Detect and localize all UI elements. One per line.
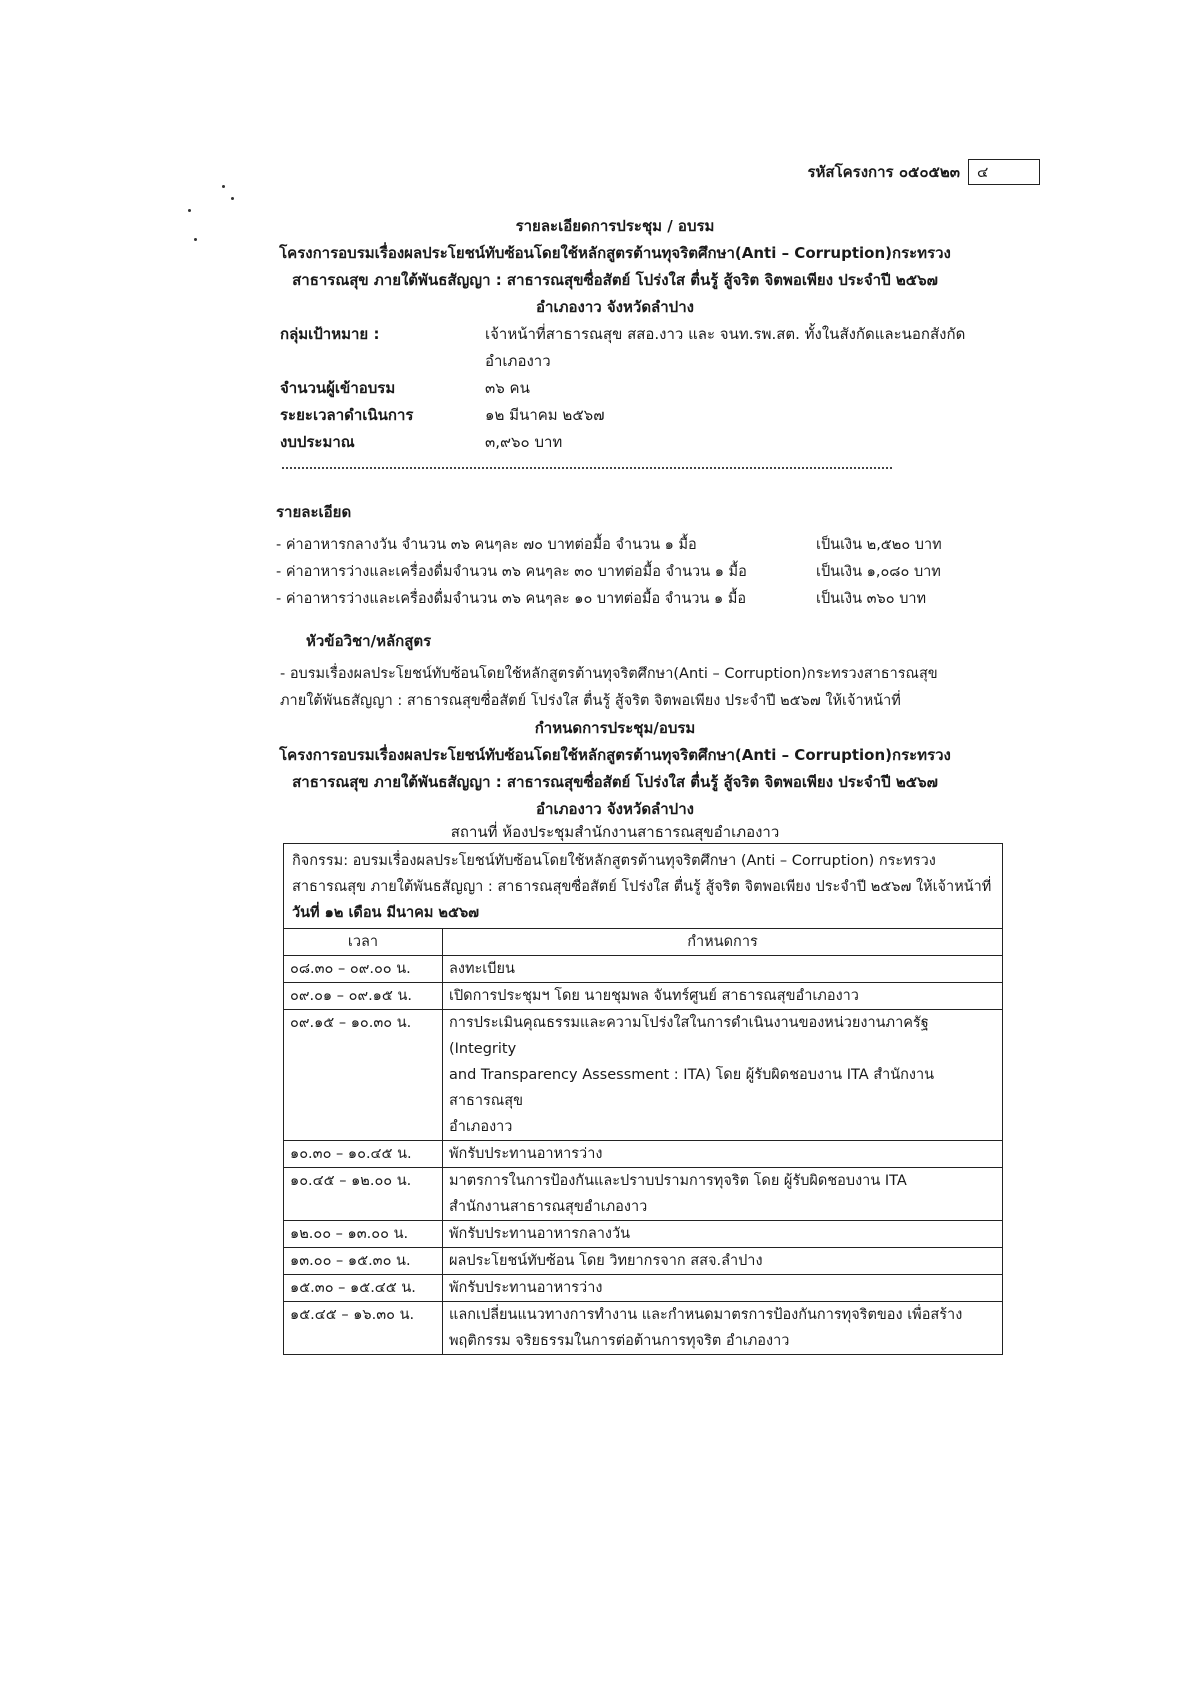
time-column-header: เวลา [284, 929, 443, 956]
agenda-line: แลกเปลี่ยนแนวทางการทำงาน และกำหนดมาตรการป้องกันการทุจริตของ เพื่อสร้าง [449, 1307, 963, 1323]
scan-speck [231, 197, 234, 200]
agenda-line: พักรับประทานอาหารกลางวัน [449, 1226, 631, 1242]
scan-speck [222, 185, 225, 188]
project-title-line-2: สาธารณสุข ภายใต้พันธสัญญา : สาธารณสุขซื่อสัตย์ โปร่งใส ตื่นรู้ สู้จริต จิตพอเพียง ประจำปี ๒๕๖๗ [292, 271, 938, 289]
agenda-line: การประเมินคุณธรรมและความโปร่งใสในการดำเนินงานของหน่วยงานภาครัฐ (Integrity [449, 1015, 929, 1057]
project-code-row [780, 157, 1040, 187]
agenda-cell [443, 1248, 1003, 1275]
project-code-label: รหัสโครงการ ๐๕๐๕๒๓ [807, 163, 960, 181]
table-header-row [284, 929, 1002, 956]
agenda-cell [443, 1302, 1003, 1355]
activity-line-2: สาธารณสุข ภายใต้พันธสัญญา : สาธารณสุขซื่อสัตย์ โปร่งใส ตื่นรู้ สู้จริต จิตพอเพียง ประจำปี ๒๕๖๗ ให้เจ้าหน้าที่ [292, 879, 992, 895]
cost-item-amount: เป็นเงิน ๒,๕๒๐ บาท [816, 537, 942, 553]
venue [260, 820, 970, 844]
project-title-line-3: อำเภองาว จังหวัดลำปาง [536, 298, 694, 316]
course-title: หัวข้อวิชา/หลักสูตร [306, 632, 432, 650]
table-row [284, 1141, 1002, 1168]
details-title: รายละเอียด [276, 503, 352, 521]
period-label: ระยะเวลาดำเนินการ [280, 406, 414, 424]
time-cell: ๐๙.๐๑ – ๐๙.๑๕ น. [284, 983, 443, 1010]
agenda-project-line-3: อำเภองาว จังหวัดลำปาง [536, 800, 694, 818]
cost-item-amount: เป็นเงิน ๑,๐๘๐ บาท [816, 564, 941, 580]
time-cell: ๑๐.๔๕ – ๑๒.๐๐ น. [284, 1168, 443, 1221]
budget-value: ๓,๙๖๐ บาท [485, 433, 563, 451]
activity-header [284, 844, 1002, 929]
target-group-label: กลุ่มเป้าหมาย : [280, 325, 380, 343]
time-cell: ๐๘.๓๐ – ๐๙.๐๐ น. [284, 956, 443, 983]
agenda-cell [443, 1141, 1003, 1168]
page-number-box: ๔ [968, 159, 1040, 185]
period-value: ๑๒ มีนาคม ๒๕๖๗ [485, 406, 605, 424]
agenda-line: พักรับประทานอาหารว่าง [449, 1146, 603, 1162]
project-title-line-1: โครงการอบรมเรื่องผลประโยชน์ทับซ้อนโดยใช้หลักสูตรต้านทุจริตศึกษา(Anti – Corruption)กระทรวง [279, 244, 951, 262]
target-group-value-2: อำเภองาว [485, 352, 551, 370]
agenda-line: ลงทะเบียน [449, 961, 515, 977]
agenda-cell [443, 1168, 1003, 1221]
table-row [284, 1275, 1002, 1302]
table-row [284, 1302, 1002, 1355]
table-row [284, 956, 1002, 983]
time-cell: ๑๓.๐๐ – ๑๕.๓๐ น. [284, 1248, 443, 1275]
agenda-line: ผลประโยชน์ทับซ้อน โดย วิทยากรจาก สสจ.ลำปาง [449, 1253, 763, 1269]
agenda-line: เปิดการประชุมฯ โดย นายชุมพล จันทร์ศูนย์ สาธารณสุขอำเภองาว [449, 988, 859, 1004]
time-cell: ๑๒.๐๐ – ๑๓.๐๐ น. [284, 1221, 443, 1248]
time-cell: ๑๕.๔๕ – ๑๖.๓๐ น. [284, 1302, 443, 1355]
agenda-project-line-1: โครงการอบรมเรื่องผลประโยชน์ทับซ้อนโดยใช้หลักสูตรต้านทุจริตศึกษา(Anti – Corruption)กระทรวง [279, 746, 951, 764]
participants-value: ๓๖ คน [485, 379, 530, 397]
scan-speck [188, 209, 191, 212]
cost-item [276, 560, 956, 584]
agenda-line: พักรับประทานอาหารว่าง [449, 1280, 603, 1296]
dotted-divider [282, 467, 892, 469]
agenda-cell [443, 956, 1003, 983]
agenda-column-header: กำหนดการ [443, 929, 1003, 956]
agenda-line: สำนักงานสาธารณสุขอำเภองาว [449, 1199, 648, 1215]
course-line-1: - อบรมเรื่องผลประโยชน์ทับซ้อนโดยใช้หลักสูตรต้านทุจริตศึกษา(Anti – Corruption)กระทรวงสาธารณสุข [280, 666, 938, 682]
schedule-table [283, 843, 1003, 1355]
agenda-line: and Transparency Assessment : ITA) โดย ผู้รับผิดชอบงาน ITA สำนักงานสาธารณสุข [449, 1067, 935, 1109]
table-row [284, 1221, 1002, 1248]
cost-item-desc: - ค่าอาหารว่างและเครื่องดื่มจำนวน ๓๖ คนๆละ ๑๐ บาทต่อมื้อ จำนวน ๑ มื้อ [276, 591, 747, 607]
agenda-cell [443, 1275, 1003, 1302]
cost-item [276, 533, 956, 557]
table-row [284, 1168, 1002, 1221]
agenda-project-line-2: สาธารณสุข ภายใต้พันธสัญญา : สาธารณสุขซื่อสัตย์ โปร่งใส ตื่นรู้ สู้จริต จิตพอเพียง ประจำปี ๒๕๖๗ [292, 773, 938, 791]
agenda-cell [443, 1221, 1003, 1248]
venue-text: สถานที่ ห้องประชุมสำนักงานสาธารณสุขอำเภองาว [450, 823, 780, 841]
document-title: รายละเอียดการประชุม / อบรม [515, 217, 715, 235]
target-group-value: เจ้าหน้าที่สาธารณสุข สสอ.งาว และ จนท.รพ.สต. ทั้งในสังกัดและนอกสังกัด [485, 325, 966, 343]
budget-label: งบประมาณ [280, 433, 355, 451]
scan-speck [194, 238, 197, 241]
activity-line-1: กิจกรรม: อบรมเรื่องผลประโยชน์ทับซ้อนโดยใช้หลักสูตรต้านทุจริตศึกษา (Anti – Corruption) กระทรวง [292, 853, 936, 869]
course-line-2: ภายใต้พันธสัญญา : สาธารณสุขซื่อสัตย์ โปร่งใส ตื่นรู้ สู้จริต จิตพอเพียง ประจำปี ๒๕๖๗ ให้เจ้าหน้าที่ [280, 693, 901, 709]
cost-item-desc: - ค่าอาหารว่างและเครื่องดื่มจำนวน ๓๖ คนๆละ ๓๐ บาทต่อมื้อ จำนวน ๑ มื้อ [276, 564, 747, 580]
cost-item-desc: - ค่าอาหารกลางวัน จำนวน ๓๖ คนๆละ ๗๐ บาทต่อมื้อ จำนวน ๑ มื้อ [276, 537, 697, 553]
agenda-table [284, 929, 1002, 1354]
cost-item-amount: เป็นเงิน ๓๖๐ บาท [816, 591, 927, 607]
time-cell: ๑๕.๓๐ – ๑๕.๔๕ น. [284, 1275, 443, 1302]
cost-item [276, 587, 956, 611]
agenda-title: กำหนดการประชุม/อบรม [534, 719, 696, 737]
agenda-cell [443, 983, 1003, 1010]
time-cell: ๐๙.๑๕ – ๑๐.๓๐ น. [284, 1010, 443, 1141]
table-row [284, 1248, 1002, 1275]
table-row [284, 983, 1002, 1010]
table-row [284, 1010, 1002, 1141]
participants-label: จำนวนผู้เข้าอบรม [280, 379, 396, 397]
agenda-line: อำเภองาว [449, 1119, 513, 1135]
agenda-cell [443, 1010, 1003, 1141]
activity-date: วันที่ ๑๒ เดือน มีนาคม ๒๕๖๗ [292, 905, 480, 921]
agenda-line: พฤติกรรม จริยธรรมในการต่อต้านการทุจริต อำเภองาว [449, 1333, 790, 1349]
time-cell: ๑๐.๓๐ – ๑๐.๔๕ น. [284, 1141, 443, 1168]
agenda-line: มาตรการในการป้องกันและปราบปรามการทุจริต โดย ผู้รับผิดชอบงาน ITA [449, 1173, 907, 1189]
